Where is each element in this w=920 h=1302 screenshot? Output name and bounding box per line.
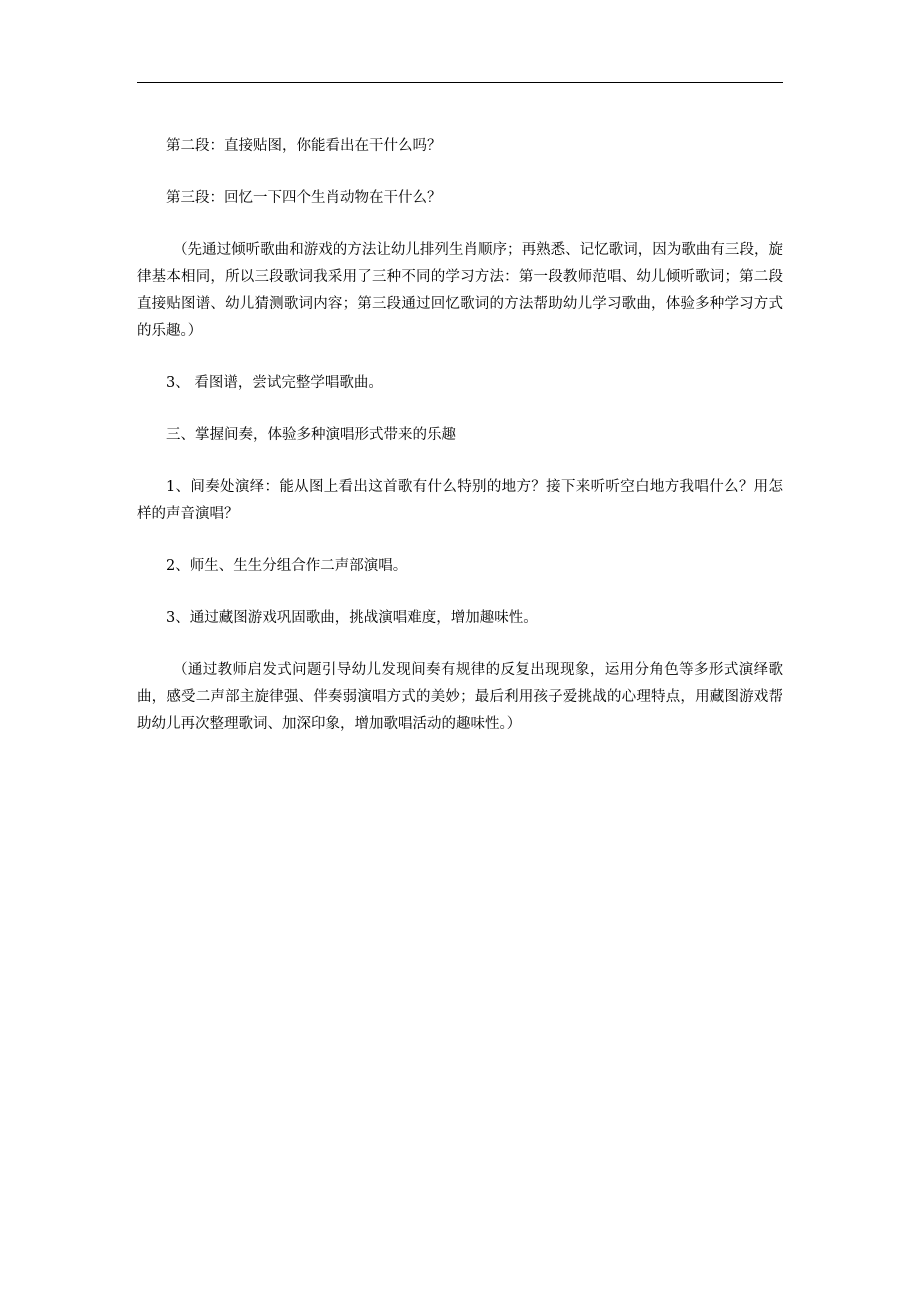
document-body [137,133,783,763]
paragraph-item-1: 1、间奏处演绎：能从图上看出这首歌有什么特别的地方？接下来听听空白地方我唱什么？用怎样的声音演唱？ [137,479,783,522]
paragraph-segment-2: 第二段：直接贴图，你能看出在干什么吗？ [166,138,442,154]
paragraph-step-3: 3、 看图谱，尝试完整学唱歌曲。 [166,375,383,391]
paragraph-note-2: （通过教师启发式问题引导幼儿发现间奏有规律的反复出现现象，运用分角色等多形式演绎歌曲，感受二声部主旋律强、伴奏弱演唱方式的美妙；最后利用孩子爱挑战的心理特点，用藏图游戏帮助幼儿再次整理歌词、加深印象，增加歌唱活动的趣味性。） [137,662,783,732]
paragraph-note-1: （先通过倾听歌曲和游戏的方法让幼儿排列生肖顺序；再熟悉、记忆歌词，因为歌曲有三段，旋律基本相同，所以三段歌词我采用了三种不同的学习方法：第一段教师范唱、幼儿倾听歌词；第二段直接贴图谱、幼儿猜测歌词内容；第三段通过回忆歌词的方法帮助幼儿学习歌曲，体验多种学习方式的乐趣。） [137,242,783,339]
paragraph-segment-3: 第三段：回忆一下四个生肖动物在干什么？ [166,190,442,206]
paragraph-item-3: 3、通过藏图游戏巩固歌曲，挑战演唱难度，增加趣味性。 [166,610,538,626]
header-rule [137,82,783,83]
paragraph-section-3: 三、掌握间奏，体验多种演唱形式带来的乐趣 [166,427,456,443]
paragraph-item-2: 2、师生、生生分组合作二声部演唱。 [166,558,408,574]
